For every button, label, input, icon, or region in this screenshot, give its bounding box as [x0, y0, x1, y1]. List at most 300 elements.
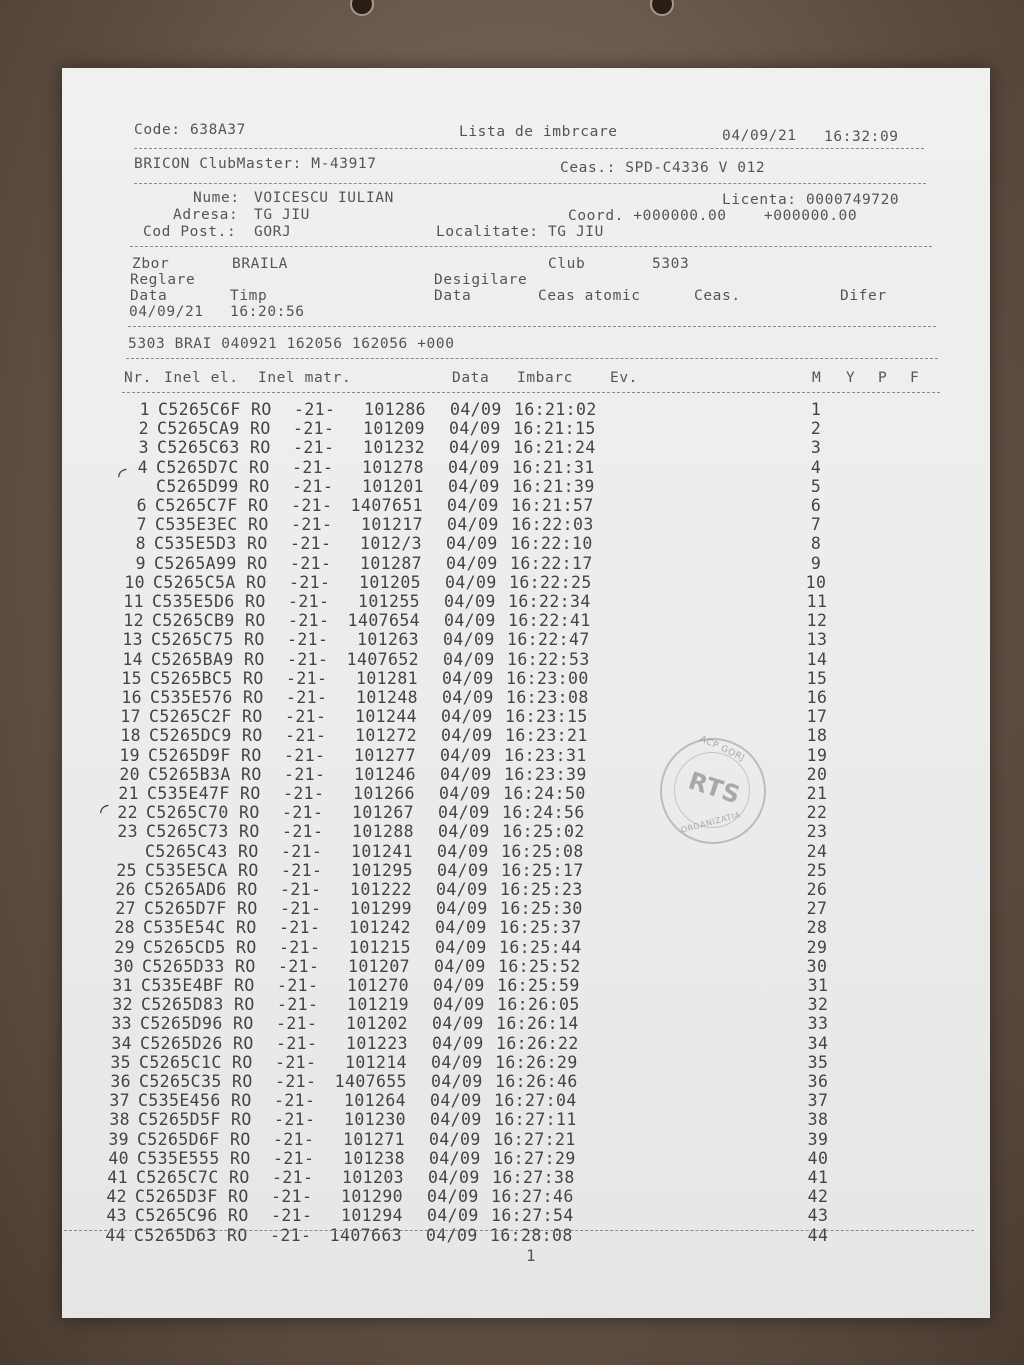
col-basketing: Imbarc [517, 370, 573, 386]
stamp-ring-text: ORGANIZATIA [679, 810, 742, 835]
basketing-date: 04/09 [447, 496, 499, 515]
electronic-ring: C5265D7F [144, 899, 227, 919]
ring-number: 101202 [345, 1014, 408, 1034]
electronic-ring: C5265AD6 [144, 880, 227, 899]
position-m: 26 [806, 880, 828, 899]
ring-year: -21- [281, 841, 323, 861]
basketing-time: 16:25:30 [500, 899, 583, 919]
country-code: RO [230, 1148, 251, 1168]
electronic-ring: C5265C5A [153, 572, 236, 592]
position-m: 42 [807, 1187, 829, 1207]
electronic-ring: C5265D99 [156, 476, 239, 496]
basketing-date: 04/09 [427, 1206, 479, 1226]
basketing-time: 16:21:57 [511, 496, 594, 515]
electronic-ring: C5265CD5 [143, 937, 226, 957]
country-code: RO [243, 668, 264, 688]
row-number: 43 [106, 1206, 127, 1226]
table-row [45, 976, 865, 994]
position-m: 37 [807, 1091, 829, 1111]
ring-year: -21- [288, 611, 330, 631]
position-m: 9 [810, 553, 822, 573]
electronic-ring: C535E3EC [155, 515, 238, 535]
unsealing-label: Desigilare [434, 272, 528, 288]
table-row [58, 554, 878, 572]
position-m: 15 [806, 668, 828, 688]
separator [130, 246, 932, 247]
country-code: RO [247, 534, 268, 554]
ring-year: -21- [276, 1014, 318, 1034]
table-row [59, 496, 879, 514]
country-code: RO [228, 1206, 249, 1226]
position-m: 40 [807, 1148, 829, 1168]
basketing-time: 16:28:08 [490, 1225, 573, 1245]
position-m: 12 [806, 611, 828, 631]
ring-year: -21- [290, 553, 332, 573]
electronic-ring: C5265C96 [135, 1206, 218, 1226]
club-stamp [660, 734, 766, 844]
country-code: RO [235, 956, 256, 976]
print-time: 16:32:09 [824, 129, 899, 145]
position-m: 25 [806, 860, 828, 880]
table-row [44, 1014, 864, 1032]
ring-year: -21- [284, 745, 326, 765]
row-number: 13 [122, 630, 143, 650]
country-code: RO [234, 976, 255, 995]
basketing-date: 04/09 [439, 784, 491, 803]
electronic-ring: C5265A99 [154, 553, 237, 573]
electronic-ring: C5265C43 [145, 841, 228, 861]
country-code: RO [245, 592, 266, 611]
basketing-date: 04/09 [446, 553, 498, 573]
clock-label: Ceas.: SPD-C4336 V 012 [560, 160, 766, 176]
ring-year: -21- [275, 1052, 317, 1072]
position-m: 32 [807, 995, 829, 1015]
row-number: 37 [109, 1091, 130, 1111]
basketing-time: 16:22:25 [509, 572, 592, 592]
country-code: RO [245, 611, 266, 631]
basketing-time: 16:27:11 [494, 1110, 577, 1130]
table-row [38, 1226, 858, 1244]
table-row [45, 995, 865, 1013]
ring-year: -21- [282, 803, 324, 823]
ring-year: -21- [291, 515, 333, 535]
col-event: Ev. [610, 370, 638, 386]
electronic-ring: C535E4BF [141, 976, 224, 995]
ring-year: -21- [280, 899, 322, 919]
ring-number: 101271 [342, 1129, 405, 1149]
ring-number: 101281 [355, 668, 418, 688]
ring-number: 101214 [344, 1052, 407, 1072]
basketing-time: 16:21:31 [512, 457, 595, 477]
basketing-date: 04/09 [432, 1014, 484, 1034]
col-electronic-ring: Inel el. [164, 370, 239, 386]
table-row [46, 957, 866, 975]
country-code: RO [230, 1129, 251, 1149]
country-code: RO [231, 1091, 252, 1111]
row-number: 21 [118, 784, 139, 803]
basketing-date: 04/09 [449, 438, 501, 458]
row-number: 32 [112, 995, 133, 1015]
table-row [53, 707, 873, 725]
flight-summary: 5303 BRAI 040921 162056 162056 +000 [128, 336, 455, 352]
row-number: 36 [110, 1072, 131, 1091]
row-number: 35 [110, 1052, 131, 1072]
ring-year: -21- [287, 649, 329, 669]
country-code: RO [247, 553, 268, 573]
clock-col-label: Ceas. [694, 288, 741, 304]
ring-year: -21- [290, 534, 332, 554]
country-code: RO [240, 784, 261, 803]
row-number: 30 [113, 956, 134, 976]
position-m: 30 [806, 956, 828, 976]
ring-number: 101217 [360, 515, 423, 535]
basketing-date: 04/09 [429, 1129, 481, 1149]
basketing-date: 04/09 [443, 649, 495, 669]
difference-label: Difer [840, 288, 887, 304]
basketing-date: 04/09 [444, 592, 496, 611]
country-code: RO [232, 1072, 253, 1091]
position-m: 14 [806, 649, 828, 669]
country-code: RO [250, 438, 271, 458]
col-date: Data [452, 370, 490, 386]
electronic-ring: C5265D63 [134, 1225, 217, 1245]
basketing-date: 04/09 [440, 764, 492, 784]
ring-year: -21- [272, 1168, 314, 1187]
pen-mark: ◜ [100, 800, 110, 825]
ring-number: 101266 [352, 784, 415, 803]
table-row [42, 1110, 862, 1128]
ring-number: 101295 [350, 860, 413, 880]
position-m: 20 [806, 764, 828, 784]
table-row [55, 650, 875, 668]
row-number: 25 [116, 860, 137, 880]
table-row [55, 630, 875, 648]
table-row [53, 726, 873, 744]
basketing-date: 04/09 [442, 688, 494, 707]
basketing-time: 16:22:47 [507, 630, 590, 650]
ring-year: -21- [293, 438, 335, 458]
basketing-date: 04/09 [433, 995, 485, 1015]
basketing-date: 04/09 [438, 822, 490, 842]
country-code: RO [234, 995, 255, 1015]
ring-number: 101222 [349, 880, 412, 899]
row-number: 11 [123, 592, 144, 611]
electronic-ring: C5265C35 [139, 1072, 222, 1091]
basketing-time: 16:22:34 [508, 592, 591, 611]
position-m: 36 [807, 1072, 829, 1091]
ring-year: -21- [292, 457, 334, 477]
ring-number: 101203 [341, 1168, 404, 1187]
ring-year: -21- [289, 572, 331, 592]
ring-year: -21- [274, 1110, 316, 1130]
ring-year: -21- [271, 1206, 313, 1226]
basketing-date: 04/09 [437, 860, 489, 880]
row-number: 6 [136, 496, 147, 515]
ring-year: -21- [274, 1091, 316, 1111]
basketing-time: 16:21:02 [514, 400, 597, 419]
electronic-ring: C5265BC5 [150, 668, 233, 688]
position-m: 7 [810, 515, 822, 535]
time-label: Timp [230, 288, 268, 304]
table-row [54, 669, 874, 687]
col-p: P [878, 370, 888, 386]
ring-year: -21- [294, 400, 336, 419]
separator [134, 183, 926, 184]
basketing-time: 16:27:21 [493, 1129, 576, 1149]
country-code: RO [231, 1110, 252, 1130]
country-code: RO [238, 841, 259, 861]
coordinates: Coord. +000000.00 +000000.00 [568, 208, 858, 224]
country-code: RO [241, 745, 262, 765]
ring-year: -21- [285, 707, 327, 727]
row-number: 33 [111, 1014, 132, 1034]
position-m: 44 [807, 1225, 829, 1245]
basketing-time: 16:25:52 [498, 956, 581, 976]
position-m: 6 [810, 496, 822, 515]
electronic-ring: C5265D33 [142, 956, 225, 976]
position-m: 11 [806, 592, 828, 611]
atomic-clock-label: Ceas atomic [538, 288, 641, 304]
basketing-date: 04/09 [445, 572, 497, 592]
basketing-time: 16:23:39 [504, 764, 587, 784]
basketing-time: 16:21:15 [513, 419, 596, 439]
name-label: Nume: [193, 190, 240, 206]
electronic-ring: C5265C6F [158, 400, 241, 419]
flight-label: Zbor [132, 256, 170, 272]
table-row [44, 1034, 864, 1052]
ring-number: 101264 [343, 1091, 406, 1111]
position-m: 34 [807, 1033, 829, 1053]
basketing-time: 16:27:29 [493, 1148, 576, 1168]
row-number: 16 [121, 688, 142, 707]
ring-number: 1407651 [350, 496, 423, 515]
ring-number: 101230 [343, 1110, 406, 1130]
basketing-time: 16:21:24 [513, 438, 596, 458]
basketing-time: 16:27:04 [494, 1091, 577, 1111]
basketing-date: 04/09 [441, 726, 493, 746]
ring-year: -21- [292, 476, 334, 496]
ring-number: 1407654 [347, 611, 420, 631]
table-row [40, 1168, 860, 1186]
ring-number: 101205 [358, 572, 421, 592]
ring-year: -21- [270, 1225, 312, 1245]
ring-number: 1407652 [346, 649, 419, 669]
basketing-time: 16:22:53 [507, 649, 590, 669]
row-number: 31 [112, 976, 133, 995]
ring-number: 101232 [362, 438, 425, 458]
row-number: 42 [106, 1187, 127, 1207]
row-number: 10 [124, 572, 145, 592]
basketing-date: 04/09 [433, 976, 485, 995]
position-m: 41 [807, 1168, 829, 1187]
table-row [61, 419, 881, 437]
position-m: 4 [810, 457, 822, 477]
country-code: RO [251, 400, 272, 419]
basketing-time: 16:23:15 [505, 707, 588, 727]
basketing-date: 04/09 [443, 630, 495, 650]
electronic-ring: C535E54C [143, 918, 226, 938]
row-number: 7 [136, 515, 147, 535]
row-number: 27 [115, 899, 136, 919]
row-number: 4 [137, 457, 148, 477]
basketing-time: 16:25:02 [502, 822, 585, 842]
stamp-center-text: RTS [684, 766, 744, 810]
basketing-date: 04/09 [436, 899, 488, 919]
row-number: 26 [115, 880, 136, 899]
club-number: 5303 [652, 256, 690, 272]
basketing-time: 16:26:22 [496, 1033, 579, 1053]
table-row [42, 1091, 862, 1109]
country-code: RO [229, 1168, 250, 1187]
position-m: 39 [807, 1129, 829, 1149]
electronic-ring: C5265C70 [146, 803, 229, 823]
country-code: RO [248, 515, 269, 535]
col-m: M [812, 370, 822, 386]
position-m: 3 [810, 438, 822, 458]
ring-number: 101267 [351, 803, 414, 823]
ring-number: 101246 [353, 764, 416, 784]
table-row [43, 1053, 863, 1071]
row-number: 19 [119, 745, 140, 765]
table-row [48, 899, 868, 917]
row-number: 17 [120, 707, 141, 727]
country-code: RO [227, 1225, 248, 1245]
col-ring-number: Inel matr. [258, 370, 352, 386]
electronic-ring: C5265D26 [140, 1033, 223, 1053]
ring-year: -21- [273, 1148, 315, 1168]
separator [134, 148, 924, 149]
ring-year: -21- [279, 937, 321, 957]
basketing-time: 16:25:23 [500, 880, 583, 899]
ring-number: 101255 [357, 592, 420, 611]
basketing-time: 16:24:56 [502, 803, 585, 823]
ring-year: -21- [291, 496, 333, 515]
table-row [56, 592, 876, 610]
basketing-date: 04/09 [426, 1225, 478, 1245]
electronic-ring: C5265D96 [140, 1014, 223, 1034]
table-row [57, 573, 877, 591]
ring-number: 101209 [362, 419, 425, 439]
table-row [60, 477, 880, 495]
basketing-time: 16:23:21 [505, 726, 588, 746]
separator [122, 392, 940, 393]
postal-code-value: GORJ [254, 224, 292, 240]
basketing-time: 16:26:46 [495, 1072, 578, 1091]
print-date: 04/09/21 [722, 128, 797, 144]
position-m: 5 [810, 476, 822, 496]
ring-year: -21- [283, 784, 325, 803]
position-m: 31 [807, 976, 829, 995]
basketing-date: 04/09 [432, 1033, 484, 1053]
electronic-ring: C5265C63 [157, 438, 240, 458]
basketing-date: 04/09 [448, 476, 500, 496]
setting-date: 04/09/21 [129, 304, 204, 320]
country-code: RO [232, 1052, 253, 1072]
ring-number: 101299 [349, 899, 412, 919]
basketing-time: 16:22:10 [510, 534, 593, 554]
basketing-time: 16:26:14 [496, 1014, 579, 1034]
basketing-time: 16:23:08 [506, 688, 589, 707]
country-code: RO [244, 630, 265, 650]
ring-number: 101238 [342, 1148, 405, 1168]
row-number: 9 [135, 553, 146, 573]
position-m: 17 [806, 707, 828, 727]
ring-number: 101248 [355, 688, 418, 707]
electronic-ring: C5265D7C [156, 457, 239, 477]
license-number: Licenta: 0000749720 [722, 192, 900, 208]
ring-year: -21- [277, 976, 319, 995]
basketing-time: 16:25:44 [499, 937, 582, 957]
basketing-date: 04/09 [436, 880, 488, 899]
electronic-ring: C5265C2F [149, 707, 232, 727]
ring-year: -21- [278, 956, 320, 976]
basketing-date: 04/09 [438, 803, 490, 823]
ring-number: 101286 [363, 400, 426, 419]
ring-year: -21- [281, 860, 323, 880]
basketing-time: 16:22:41 [508, 611, 591, 631]
ring-year: -21- [285, 726, 327, 746]
separator [128, 326, 936, 327]
setting-label: Reglare [130, 272, 196, 288]
table-row [59, 515, 879, 533]
ring-year: -21- [282, 822, 324, 842]
ring-year: -21- [276, 1033, 318, 1053]
fancier-name: VOICESCU IULIAN [254, 190, 394, 206]
electronic-ring: C535E5D6 [152, 592, 235, 611]
country-code: RO [228, 1187, 249, 1207]
basketing-time: 16:24:50 [503, 784, 586, 803]
position-m: 27 [806, 899, 828, 919]
ring-number: 101287 [359, 553, 422, 573]
country-code: RO [233, 1014, 254, 1034]
ring-number: 101241 [350, 841, 413, 861]
country-code: RO [237, 899, 258, 919]
country-code: RO [249, 476, 270, 496]
flight-name: BRAILA [232, 256, 288, 272]
ring-number: 101263 [356, 630, 419, 650]
electronic-ring: C535E555 [137, 1148, 220, 1168]
position-m: 33 [807, 1014, 829, 1034]
row-number: 8 [135, 534, 146, 554]
position-m: 1 [810, 400, 822, 419]
ring-number: 101223 [345, 1033, 408, 1053]
ring-year: -21- [279, 918, 321, 938]
country-code: RO [236, 937, 257, 957]
electronic-ring: C5265CA9 [157, 419, 240, 439]
electronic-ring: C5265DC9 [149, 726, 232, 746]
basketing-date: 04/09 [435, 937, 487, 957]
unsealing-date-label: Data [434, 288, 472, 304]
position-m: 13 [806, 630, 828, 650]
electronic-ring: C535E5D3 [154, 534, 237, 554]
basketing-date: 04/09 [429, 1148, 481, 1168]
table-row [39, 1206, 859, 1224]
setting-time: 16:20:56 [230, 304, 305, 320]
ring-year: -21- [288, 592, 330, 611]
basketing-time: 16:27:46 [491, 1187, 574, 1207]
position-m: 38 [807, 1110, 829, 1130]
ring-year: -21- [286, 688, 328, 707]
basketing-date: 04/09 [431, 1052, 483, 1072]
ring-year: -21- [280, 880, 322, 899]
ring-year: -21- [287, 630, 329, 650]
row-number: 15 [121, 668, 142, 688]
ring-number: 101277 [353, 745, 416, 765]
basketing-date: 04/09 [449, 419, 501, 439]
country-code: RO [239, 822, 260, 842]
country-code: RO [243, 688, 264, 707]
basketing-time: 16:27:38 [492, 1168, 575, 1187]
